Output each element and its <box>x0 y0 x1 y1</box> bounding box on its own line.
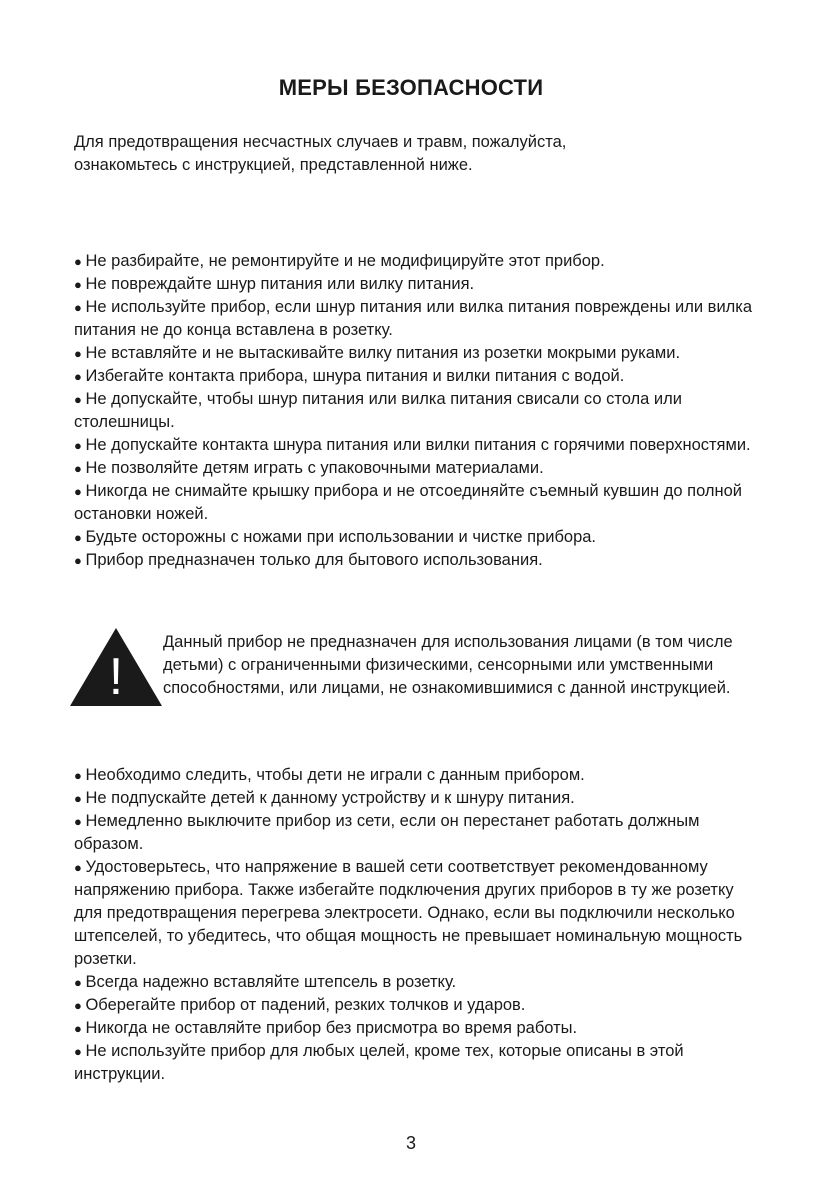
list-item: ● Не разбирайте, не ремонтируйте и не модифицируйте этот прибор. <box>74 250 764 273</box>
list-item: ● Не подпускайте детей к данному устройству и к шнуру питания. <box>74 787 764 810</box>
list-item: ● Не используйте прибор, если шнур питания или вилка питания повреждены или вилка питания не до конца вставлена в розетку. <box>74 296 764 342</box>
list-item: ● Оберегайте прибор от падений, резких толчков и ударов. <box>74 994 764 1017</box>
warning-text: Данный прибор не предназначен для использования лицами (в том числе детьми) с ограниченными физическими, сенсорными или умственными способностями, или лицами, не ознакомившимися с данной инструкцией. <box>163 633 733 697</box>
list-item: ● Не повреждайте шнур питания или вилку питания. <box>74 273 764 296</box>
list-item: ● Немедленно выключите прибор из сети, если он перестанет работать должным образом. <box>74 810 764 856</box>
page-number: 3 <box>405 1133 416 1153</box>
warning-exclamation: ! <box>108 648 124 706</box>
list-item: ● Не допускайте, чтобы шнур питания или вилка питания свисали со стола или столешницы. <box>74 388 764 434</box>
safety-rules-list-1 <box>74 250 764 572</box>
list-item: ● Необходимо следить, чтобы дети не играли с данным прибором. <box>74 764 764 787</box>
page-title: МЕРЫ БЕЗОПАСНОСТИ <box>278 74 544 100</box>
warning-block <box>70 628 770 738</box>
list-item: ● Никогда не оставляйте прибор без присмотра во время работы. <box>74 1017 764 1040</box>
warning-triangle-icon <box>70 628 162 706</box>
safety-rules-list-2 <box>74 764 764 1086</box>
list-item: ● Не вставляйте и не вытаскивайте вилку питания из розетки мокрыми руками. <box>74 342 764 365</box>
list-item: ● Избегайте контакта прибора, шнура питания и вилки питания с водой. <box>74 365 764 388</box>
list-item: ● Всегда надежно вставляйте штепсель в розетку. <box>74 971 764 994</box>
list-item: ● Будьте осторожны с ножами при использовании и чистке прибора. <box>74 526 764 549</box>
intro-paragraph <box>74 131 764 177</box>
list-item: ● Не позволяйте детям играть с упаковочными материалами. <box>74 457 764 480</box>
list-item: ● Не допускайте контакта шнура питания или вилки питания с горячими поверхностями. <box>74 434 764 457</box>
list-item: ● Удостоверьтесь, что напряжение в вашей сети соответствует рекомендованному напряжению прибора. Также избегайте подключения других приборов в ту же розетку для предотвращения перегрева электросети. Однако, если вы подключили несколько штепселей, то убедитесь, что общая мощность не превышает номинальную мощность розетки. <box>74 856 764 971</box>
intro-line: Для предотвращения несчастных случаев и травм, пожалуйста, <box>74 133 567 151</box>
list-item: ● Не используйте прибор для любых целей, кроме тех, которые описаны в этой инструкции. <box>74 1040 764 1086</box>
list-item: ● Никогда не снимайте крышку прибора и не отсоединяйте съемный кувшин до полной остановки ножей. <box>74 480 764 526</box>
list-item: ● Прибор предназначен только для бытового использования. <box>74 549 764 572</box>
intro-line: ознакомьтесь с инструкцией, представленной ниже. <box>74 156 473 174</box>
